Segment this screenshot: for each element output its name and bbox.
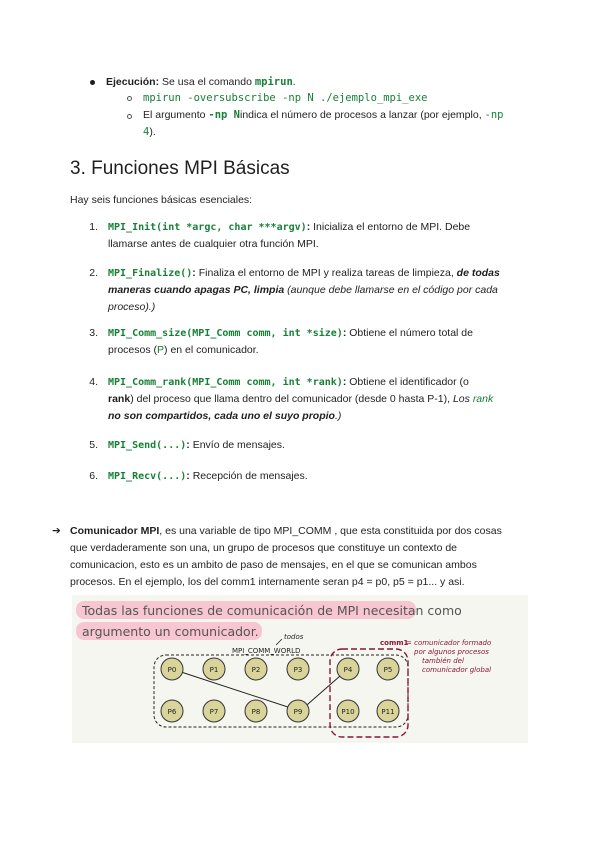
function-italic-line2: (aunque debe llamarse en el código por cada: [284, 284, 498, 296]
banner-line2: argumento un comunicador.: [82, 624, 259, 639]
sub-bullet: [127, 114, 132, 119]
arrow-icon: ➔: [52, 525, 61, 537]
list-number: 1.: [89, 221, 98, 233]
section-intro: Hay seis funciones básicas esenciales:: [70, 194, 253, 206]
function-item-recv: [108, 468, 528, 485]
rank-code: rank: [472, 393, 494, 405]
np-end: ).: [149, 126, 156, 138]
function-item-finalize: [108, 265, 528, 316]
communicator-paragraph: [70, 523, 540, 591]
function-code: MPI_Send(...): [108, 440, 187, 451]
function-code: MPI_Recv(...): [108, 471, 187, 482]
execution-text: Se usa el comando: [159, 76, 255, 88]
function-item-comm-rank: [108, 374, 528, 425]
function-code: MPI_Finalize(): [108, 268, 193, 279]
process-node-label: P7: [209, 708, 219, 716]
function-emph-line3: no son compartidos, cada uno el suyo propio: [108, 410, 335, 422]
section-title: 3. Funciones MPI Básicas: [70, 158, 290, 179]
list-number: 4.: [89, 376, 98, 388]
function-emph-line2: maneras cuando apagas PC, limpia: [108, 284, 285, 296]
comm1-note: = comunicador formado: [406, 639, 492, 647]
function-desc: Recepción de mensajes.: [189, 470, 308, 482]
world-label: MPI_COMM_WORLD: [232, 647, 301, 655]
communicator-label: Comunicador MPI: [70, 525, 160, 537]
function-desc: Finaliza el entorno de MPI y realiza tareas de limpieza,: [195, 267, 457, 279]
function-item-comm-size: [108, 325, 528, 359]
function-desc: Inicializa el entorno de MPI. Debe: [310, 221, 471, 233]
banner-line1: Todas las funciones de comunicación de MPI necesitan como: [82, 603, 462, 618]
list-number: 2.: [89, 267, 98, 279]
np-text-after: indica el número de procesos a lanzar (por ejemplo,: [239, 109, 485, 121]
comm1-label: comm1: [380, 639, 409, 647]
function-italic: Los: [452, 393, 473, 405]
list-number: 3.: [89, 327, 98, 339]
todos-note: todos: [284, 633, 304, 641]
communicator-line: procesos. En el ejemplo, los del comm1 internamente seran p4 = p0, p5 = p1... y asi.: [70, 576, 465, 588]
bullet: [90, 80, 95, 85]
sub-bullet: [127, 96, 132, 101]
process-node-label: P9: [293, 708, 303, 716]
communicator-line: , es una variable de tipo MPI_COMM , que esta constituida por dos cosas: [159, 525, 502, 537]
function-italic-line3: proceso).): [108, 301, 156, 313]
comm1-note: también del: [422, 657, 464, 665]
execution-label: Ejecución:: [106, 76, 160, 88]
function-code: MPI_Init(int *argc, char ***argv): [108, 222, 307, 233]
np-explanation-line2: [143, 124, 156, 141]
comm1-note: por algunos procesos: [414, 648, 489, 656]
colon: :: [342, 327, 347, 339]
process-node-label: P11: [381, 708, 395, 716]
np-explanation: [143, 107, 533, 124]
np-example-value: 4: [143, 126, 150, 138]
function-desc: Obtiene el identificador (o: [346, 376, 469, 388]
function-desc-line2: ) del proceso que llama dentro del comunicador (desde 0 hasta P-1),: [130, 393, 453, 405]
rank-bold: rank: [108, 393, 131, 405]
p-code: P: [157, 344, 165, 356]
function-desc-line2: procesos (: [108, 344, 158, 356]
communicator-line: que verdaderamente son una, un grupo de procesos que constituye un contexto de: [70, 542, 458, 554]
comm1-note: comunicador global: [422, 666, 492, 674]
function-desc: Obtiene el número total de: [346, 327, 473, 339]
process-node-label: P3: [293, 666, 303, 674]
mpirun-example: mpirun -oversubscribe -np N ./ejemplo_mpi_exe: [143, 92, 428, 104]
np-text: El argumento: [143, 109, 209, 121]
colon: :: [186, 470, 190, 482]
mpirun-code: mpirun: [254, 76, 293, 88]
function-item-send: [108, 437, 528, 454]
process-node-label: P1: [209, 666, 219, 674]
execution-line: [106, 74, 296, 91]
execution-text-after: .: [292, 76, 296, 88]
function-desc-line2b: ) en el comunicador.: [164, 344, 259, 356]
process-node-label: P2: [251, 666, 261, 674]
colon: :: [306, 221, 311, 233]
function-emph: de todas: [456, 267, 500, 279]
process-node-label: P6: [167, 708, 177, 716]
list-number: 6.: [89, 470, 98, 482]
process-node-label: P10: [341, 708, 355, 716]
process-node-label: P5: [383, 666, 393, 674]
np-example-code: -np: [484, 109, 504, 121]
list-number: 5.: [89, 439, 98, 451]
colon: :: [342, 376, 347, 388]
process-node-label: P0: [167, 666, 177, 674]
function-code: MPI_Comm_rank(MPI_Comm comm, int *rank): [108, 377, 343, 388]
colon: :: [186, 439, 190, 451]
function-italic-line3: .): [334, 410, 342, 422]
colon: :: [192, 267, 196, 279]
communicator-figure: [72, 595, 528, 743]
process-node-label: P4: [343, 666, 353, 674]
function-desc: Envío de mensajes.: [189, 439, 285, 451]
process-node-label: P8: [251, 708, 261, 716]
np-code: -np N: [208, 109, 240, 121]
function-item-init: [108, 219, 528, 253]
communicator-line: comunicacion, esto es un ambito de paso de mensajes, en el que se comunican ambos: [70, 559, 477, 571]
function-code: MPI_Comm_size(MPI_Comm comm, int *size): [108, 328, 343, 339]
function-desc-line2: llamarse antes de cualquier otra función MPI.: [108, 238, 319, 250]
